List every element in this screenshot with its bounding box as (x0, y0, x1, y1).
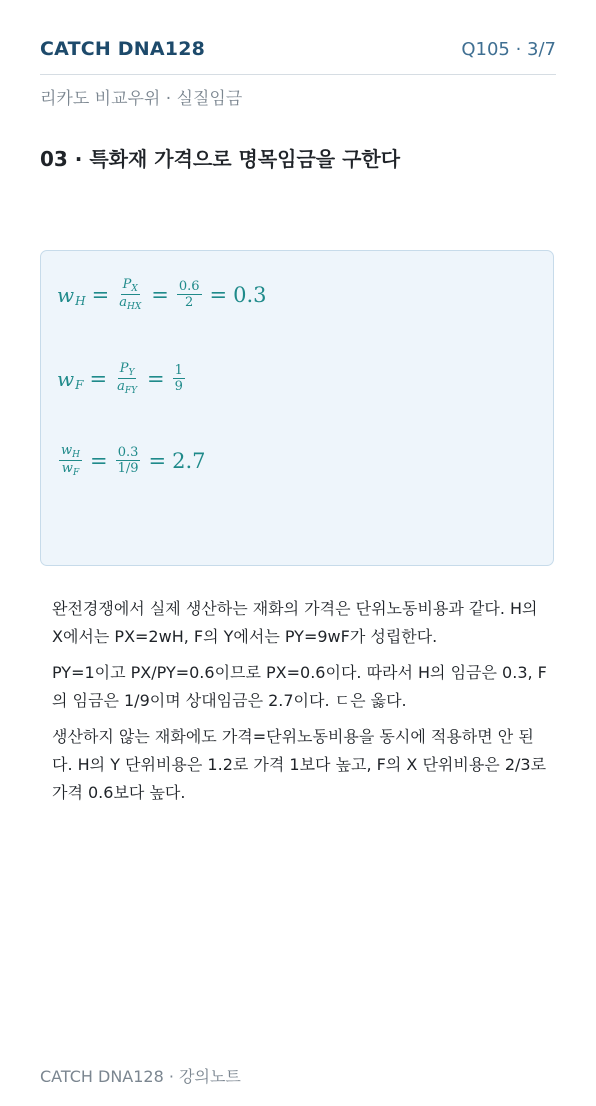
explanation-paragraph-3: 생산하지 않는 재화에도 가격=단위노동비용을 동시에 적용하면 안 된다. H의 Y 단위비용은 1.2로 가격 1보다 높고, F의 X 단위비용은 2/3로 가격 0.6보다 높다. (52, 727, 547, 802)
equals-sign: = (151, 282, 169, 307)
eq3-ratio-num: w (61, 443, 73, 458)
equation-foreign-wage (57, 361, 187, 396)
eq1-fraction-price (117, 277, 143, 312)
equals-sign: = (209, 282, 228, 307)
eq2-frac1-den: a (117, 379, 125, 394)
eq1-lhs-sub: H (75, 293, 86, 308)
eq3-frac-num: 0.3 (117, 445, 139, 460)
eq1-frac1-den-sub: HX (126, 302, 142, 312)
eq1-frac1-num: P (122, 277, 132, 292)
eq1-result: 0.3 (233, 282, 267, 307)
eq1-frac2-num: 0.6 (178, 279, 200, 294)
equation-home-wage (57, 277, 267, 312)
eq2-lhs-sub: F (75, 377, 84, 392)
explanation-paragraph-1: 완전경쟁에서 실제 생산하는 재화의 가격은 단위노동비용과 같다. H의 X에서는 PX=2wH, F의 Y에서는 PY=9wF가 성립한다. (52, 599, 538, 646)
eq3-result: 2.7 (172, 448, 206, 473)
page-header (40, 36, 556, 75)
eq2-frac1-num: P (119, 361, 129, 376)
question-counter: Q105 · 3/7 (461, 39, 556, 60)
eq2-fraction-price (115, 361, 139, 396)
eq2-frac2-num: 1 (174, 363, 183, 378)
eq1-fraction-values (177, 279, 202, 310)
eq2-lhs: w (57, 366, 75, 391)
section-title: 03 · 특화재 가격으로 명목임금을 구한다 (40, 147, 401, 171)
equals-sign: = (89, 366, 108, 391)
eq1-frac1-num-sub: X (131, 284, 138, 294)
brand-title: CATCH DNA128 (40, 38, 206, 60)
eq2-frac1-num-sub: Y (128, 368, 135, 378)
eq1-frac1-den: a (119, 295, 127, 310)
equals-sign: = (147, 366, 165, 391)
equation-relative-wage (57, 443, 206, 478)
formula-box (40, 250, 554, 566)
equals-sign: = (91, 282, 110, 307)
equals-sign: = (90, 448, 108, 473)
equals-sign: = (148, 448, 167, 473)
eq3-ratio-num-sub: H (72, 450, 80, 460)
eq1-frac2-den: 2 (185, 295, 194, 310)
eq3-frac-den: 1/9 (117, 461, 139, 476)
eq3-ratio-den: w (61, 461, 73, 476)
topic-subtitle: 리카도 비교우위 · 실질임금 (40, 89, 243, 109)
eq3-fraction-values (116, 445, 141, 476)
eq1-lhs: w (57, 282, 75, 307)
page-footer: CATCH DNA128 · 강의노트 (40, 1067, 241, 1086)
eq2-frac2-den: 9 (174, 379, 183, 394)
eq2-fraction-values (173, 363, 185, 394)
eq3-ratio-den-sub: F (72, 468, 80, 478)
eq2-frac1-den-sub: FY (124, 386, 138, 396)
explanation-paragraph-2: PY=1이고 PX/PY=0.6이므로 PX=0.6이다. 따라서 H의 임금은 0.3, F의 임금은 1/9이며 상대임금은 2.7이다. ㄷ은 옳다. (52, 663, 547, 710)
eq3-wage-ratio (59, 443, 82, 478)
